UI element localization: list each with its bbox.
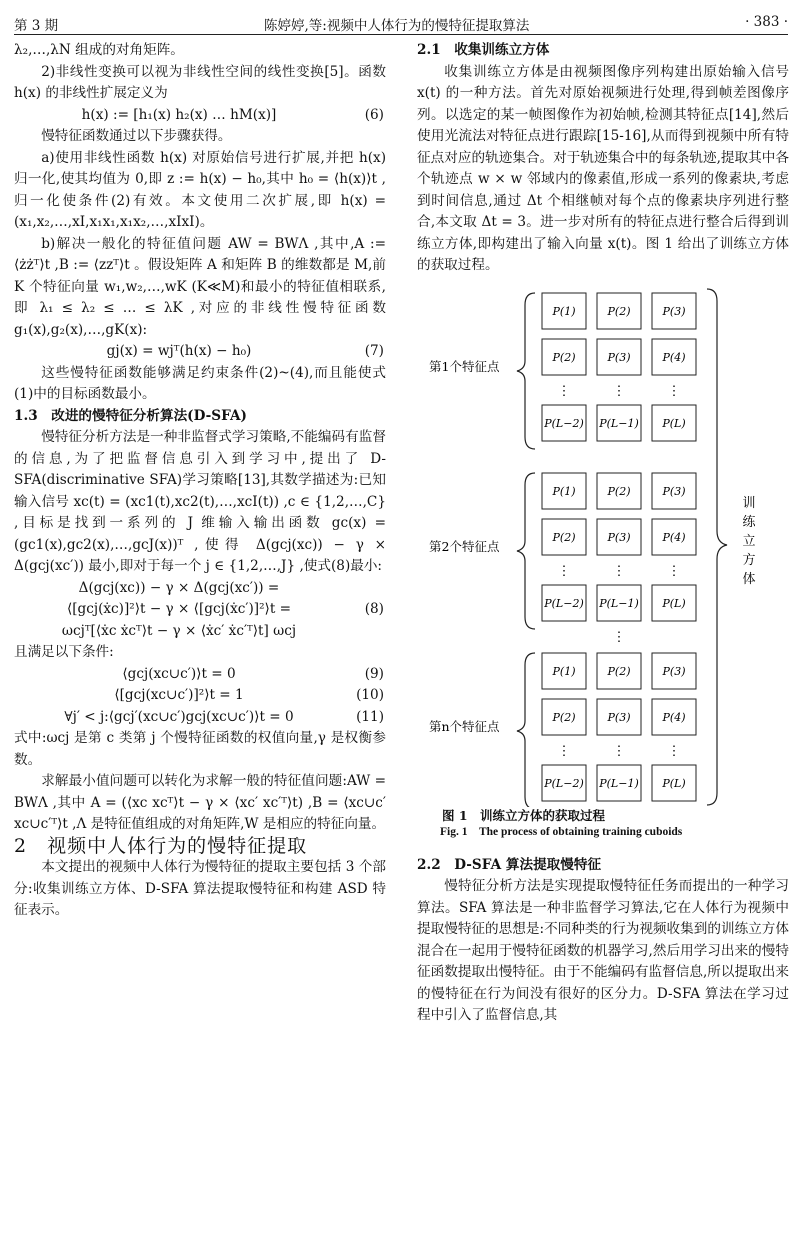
equation-body: gj(x) = wjᵀ(h(x) − h₀) (106, 343, 252, 359)
box-label: P(1) (552, 304, 576, 318)
ellipsis: ⋮ (557, 743, 571, 759)
equation-number: (6) (364, 106, 384, 123)
box-label: P(2) (607, 484, 631, 498)
equation-8a (14, 578, 386, 600)
figure-caption-en: Fig. 1 The process of obtaining training cuboids (440, 825, 683, 838)
box-label: P(3) (607, 710, 631, 724)
box-label: P(2) (607, 304, 631, 318)
side-label-char: 方 (742, 552, 756, 568)
paragraph: 慢特征分析方法是实现提取慢特征任务而提出的一种学习算法。SFA 算法是一种非监督学习算法,它在人体行为视频中提取慢特征的思想是:不同种类的行为视频收集到的训练立方体混合在一起用于慢特征函数的机器学习,然后用学习出来的慢特征函数提取出慢特征。由于不能编码有监督信息,所以提取出来的慢特征在行为间没有很好的区分力。D-SFA 算法在学习过程中引入了监督信息,其 (417, 878, 789, 1023)
paragraph: 慢特征函数通过以下步骤获得。 (41, 128, 232, 144)
ellipsis: ⋮ (612, 383, 626, 399)
box-label: P(L−2) (544, 416, 584, 430)
paragraph: 本文提出的视频中人体行为慢特征的提取主要包括 3 个部分:收集训练立方体、D-SFA 算法提取慢特征和构建 ASD 特征表示。 (14, 859, 386, 918)
section-heading: 2.2 D-SFA 算法提取慢特征 (417, 856, 602, 873)
section-heading: 2.1 收集训练立方体 (417, 42, 550, 58)
side-label-char: 训 (742, 495, 756, 511)
equation-9 (14, 664, 386, 686)
paragraph: a)使用非线性函数 h(x) 对原始信号进行扩展,并把 h(x) 归一化,使其均值为 0,即 z := h(x) − h₀,其中 h₀ = ⟨h(x)⟩t ,归一化使条件(2)有效。本文使用二次扩展,即 h(x) = (x₁,x₂,…,xI,x₁x₁,x₁x₂,…,xIxI)。 (14, 149, 386, 230)
equation-body: ωcjᵀ[⟨ẋc ẋcᵀ⟩t − γ × ⟨ẋc′ ẋc′ᵀ⟩t] ωcj (61, 622, 297, 639)
box-label: P(L−1) (599, 416, 639, 430)
equation-number: (8) (364, 601, 384, 617)
box-label: P(2) (552, 530, 576, 544)
equation-body: ⟨gcj(xc∪c′)⟩t = 0 (122, 665, 236, 682)
paragraph: 2)非线性变换可以视为非线性空间的线性变换[5]。函数 h(x) 的非线性扩展定义为 (14, 63, 386, 101)
right-column (417, 40, 789, 1027)
issue-number: 第 3 期 (14, 18, 59, 34)
equation-number: (7) (364, 343, 384, 359)
left-brace (517, 653, 535, 807)
equation-body: ⟨[gcj(xc∪c′)]²⟩t = 1 (114, 687, 244, 703)
left-column (14, 40, 386, 922)
box-label: P(4) (662, 530, 686, 544)
ellipsis: ⋮ (667, 563, 681, 579)
box-label: P(L−2) (544, 776, 584, 790)
ellipsis: ⋮ (667, 743, 681, 759)
equation-body: ⟨[gcj(ẋc)]²⟩t − γ × ⟨[gcj(ẋc′)]²⟩t = (66, 601, 292, 617)
box-label: P(4) (662, 350, 686, 364)
ellipsis: ⋮ (612, 563, 626, 579)
equation-number: (10) (356, 687, 384, 703)
box-label: P(2) (552, 350, 576, 364)
box-label: P(4) (662, 710, 686, 724)
paragraph: 这些慢特征函数能够满足约束条件(2)~(4),而且能使式(1)中的目标函数最小。 (14, 364, 386, 402)
figure-diagram (417, 287, 789, 807)
equation-6 (14, 105, 386, 127)
equation-8b (14, 599, 386, 621)
equation-10 (14, 685, 386, 707)
paragraph: 式中:ωcj 是第 c 类第 j 个慢特征函数的权值向量,γ 是权衡参数。 (14, 730, 386, 768)
ellipsis: ⋮ (557, 383, 571, 399)
section-heading: 2 视频中人体行为的慢特征提取 (14, 834, 308, 857)
paragraph: λ₂,…,λN 组成的对角矩阵。 (14, 42, 184, 58)
box-label: P(1) (552, 664, 576, 678)
paragraph: 慢特征分析方法是一种非监督式学习策略,不能编码有监督的信息,为了把监督信息引入到学习中,提出了 D-SFA(discriminative SFA)学习策略[13],其数学描述为:已知输入信号 xc(t) = (xc1(t),xc2(t),…,xcI(t)) ,c ∈ {1,2,…,C} ,目标是找到一系列的 J 维输入输出函数 gc(x) = (gc1(x),gc2(x),…,gcJ(x))ᵀ ,使得 Δ(gcj(xc)) − γ × Δ(gcj(xc′)) 最小,即对于每一个 j ∈ {1,2,…,J} ,使式(8)最小: (14, 429, 386, 574)
paragraph: 收集训练立方体是由视频图像序列构建出原始输入信号 x(t) 的一种方法。首先对原始视频进行处理,得到帧差图像序列。以选定的某一帧图像作为初始帧,检测其特征点[14],然后使用光流法对特征点进行跟踪[15-16],从而得到视频中所有特征点对应的轨迹集合。对于轨迹集合中的每条轨迹,提取其中各个轨迹点 w × w 邻域内的像素值,形成一系列的像素块,考虑到时间信息,通过 Δt 个相继帧对每个点的像素块序列进行整合,本文取 Δt = 3。进一步对所有的特征点进行整合后得到训练立方体,即构建出了输入向量 x(t)。图 1 给出了训练立方体的获取过程。 (417, 63, 789, 273)
right-brace (707, 289, 727, 805)
box-label: P(L) (662, 776, 686, 790)
ellipsis: ⋮ (557, 563, 571, 579)
group-label: 第n个特征点 (429, 718, 500, 734)
box-label: P(1) (552, 484, 576, 498)
box-label: P(3) (662, 484, 686, 498)
box-label: P(3) (607, 350, 631, 364)
section-heading: 1.3 改进的慢特征分析算法(D-SFA) (14, 407, 247, 424)
box-label: P(L−2) (544, 596, 584, 610)
equation-body: ∀j′ < j:⟨gcj′(xc∪c′)gcj(xc∪c′)⟩t = 0 (64, 708, 294, 725)
equation-body: Δ(gcj(xc)) − γ × Δ(gcj(xc′)) = (78, 579, 280, 596)
equation-11 (14, 707, 386, 729)
box-label: P(3) (662, 304, 686, 318)
box-label: P(L−1) (599, 596, 639, 610)
box-label: P(3) (662, 664, 686, 678)
side-label-char: 立 (742, 533, 756, 549)
paragraph: 求解最小值问题可以转化为求解一般的特征值问题:AW = BWΛ ,其中 A = (⟨xc xcᵀ⟩t − γ × ⟨xc′ xc′ᵀ⟩t) ,B = ⟨xc∪c′ xc∪c′ᵀ⟩t ,Λ 是特征值组成的对角矩阵,W 是相应的特征向量。 (14, 773, 386, 832)
equation-number: (11) (356, 708, 384, 725)
page-header (14, 10, 788, 35)
equation-7 (14, 341, 386, 363)
equation-8c (14, 621, 386, 643)
box-label: P(3) (607, 530, 631, 544)
page-number: · 383 · (745, 14, 788, 30)
box-label: P(L) (662, 416, 686, 430)
box-label: P(2) (552, 710, 576, 724)
left-brace (517, 473, 535, 629)
left-brace (517, 293, 535, 449)
figure-1 (417, 287, 789, 807)
equation-body: h(x) := [h₁(x) h₂(x) … hM(x)] (81, 106, 277, 123)
ellipsis: ⋮ (612, 629, 626, 645)
group-label: 第2个特征点 (429, 538, 500, 554)
box-label: P(L−1) (599, 776, 639, 790)
paragraph: b)解决一般化的特征值问题 AW = BWΛ ,其中,A := ⟨żżᵀ⟩t ,B := ⟨zzᵀ⟩t 。假设矩阵 A 和矩阵 B 的维数都是 M,前 K 个特征向量 w₁,w₂,…,wK (K≪M)和最小的特征值相联系,即 λ₁ ≤ λ₂ ≤ … ≤ λK ,对应的非线性慢特征函数 g₁(x),g₂(x),…,gK(x): (14, 235, 386, 338)
side-label-char: 练 (742, 514, 756, 530)
box-label: P(2) (607, 664, 631, 678)
figure-caption-cn: 图 1 训练立方体的获取过程 (442, 807, 606, 823)
ellipsis: ⋮ (667, 383, 681, 399)
paragraph: 且满足以下条件: (14, 644, 114, 660)
box-label: P(L) (662, 596, 686, 610)
side-label-char: 体 (742, 571, 756, 587)
equation-number: (9) (364, 665, 384, 682)
ellipsis: ⋮ (612, 743, 626, 759)
running-title: 陈婷婷,等:视频中人体行为的慢特征提取算法 (264, 18, 530, 34)
group-label: 第1个特征点 (429, 358, 500, 374)
